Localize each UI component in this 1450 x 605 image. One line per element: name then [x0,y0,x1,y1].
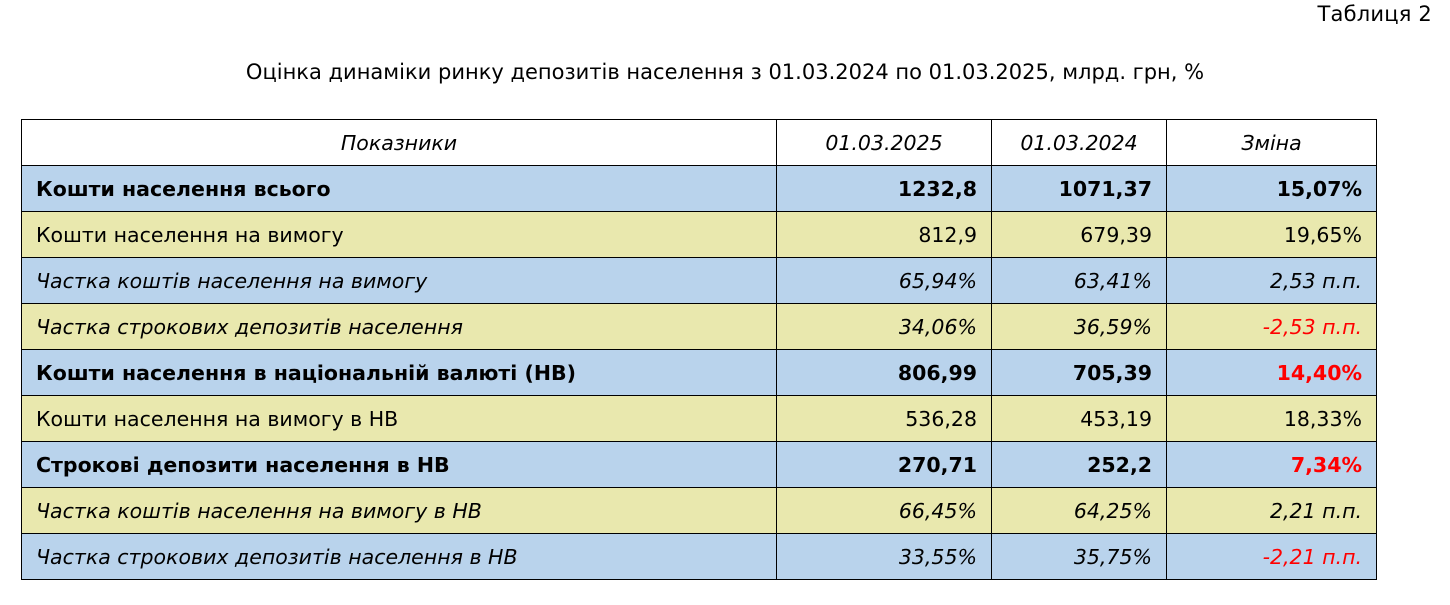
table-row [22,212,1377,258]
table-row [22,166,1377,212]
column-header-date-2024: 01.03.2024 [992,120,1167,166]
table-row [22,350,1377,396]
row-label: Частка коштів населення на вимогу [22,258,777,304]
row-value-2024: 252,2 [992,442,1167,488]
row-value-change: 2,53 п.п. [1167,258,1377,304]
column-header-indicator: Показники [22,120,777,166]
row-value-change: 2,21 п.п. [1167,488,1377,534]
row-value-2025: 270,71 [777,442,992,488]
table-header-row [22,120,1377,166]
row-label: Кошти населення на вимогу [22,212,777,258]
row-value-change: -2,21 п.п. [1167,534,1377,580]
page-title: Оцінка динаміки ринку депозитів населення з 01.03.2024 по 01.03.2025, млрд. грн, % [245,60,1205,84]
table-row [22,488,1377,534]
table-row [22,304,1377,350]
row-value-2025: 65,94% [777,258,992,304]
row-label: Кошти населення в національній валюті (НВ) [22,350,777,396]
row-value-2025: 806,99 [777,350,992,396]
row-label: Частка строкових депозитів населення [22,304,777,350]
row-value-2025: 1232,8 [777,166,992,212]
row-value-2024: 36,59% [992,304,1167,350]
row-value-2025: 66,45% [777,488,992,534]
row-value-2025: 536,28 [777,396,992,442]
row-value-change: 18,33% [1167,396,1377,442]
row-value-2024: 1071,37 [992,166,1167,212]
row-label: Частка строкових депозитів населення в НВ [22,534,777,580]
row-value-2024: 453,19 [992,396,1167,442]
row-value-2024: 35,75% [992,534,1167,580]
row-value-2025: 812,9 [777,212,992,258]
column-header-change: Зміна [1167,120,1377,166]
table-number-label: Таблиця 2 [1317,2,1432,26]
column-header-date-2025: 01.03.2025 [777,120,992,166]
row-value-change: -2,53 п.п. [1167,304,1377,350]
table-row [22,258,1377,304]
row-value-2024: 679,39 [992,212,1167,258]
row-label: Строкові депозити населення в НВ [22,442,777,488]
row-value-change: 15,07% [1167,166,1377,212]
row-value-change: 14,40% [1167,350,1377,396]
row-value-change: 7,34% [1167,442,1377,488]
row-label: Кошти населення всього [22,166,777,212]
table-row [22,396,1377,442]
deposits-table [21,119,1377,580]
row-value-2025: 34,06% [777,304,992,350]
table-row [22,442,1377,488]
row-value-change: 19,65% [1167,212,1377,258]
row-label: Кошти населення на вимогу в НВ [22,396,777,442]
row-value-2025: 33,55% [777,534,992,580]
row-value-2024: 64,25% [992,488,1167,534]
row-value-2024: 63,41% [992,258,1167,304]
row-value-2024: 705,39 [992,350,1167,396]
deposits-table-container [21,119,1376,580]
row-label: Частка коштів населення на вимогу в НВ [22,488,777,534]
table-row [22,534,1377,580]
